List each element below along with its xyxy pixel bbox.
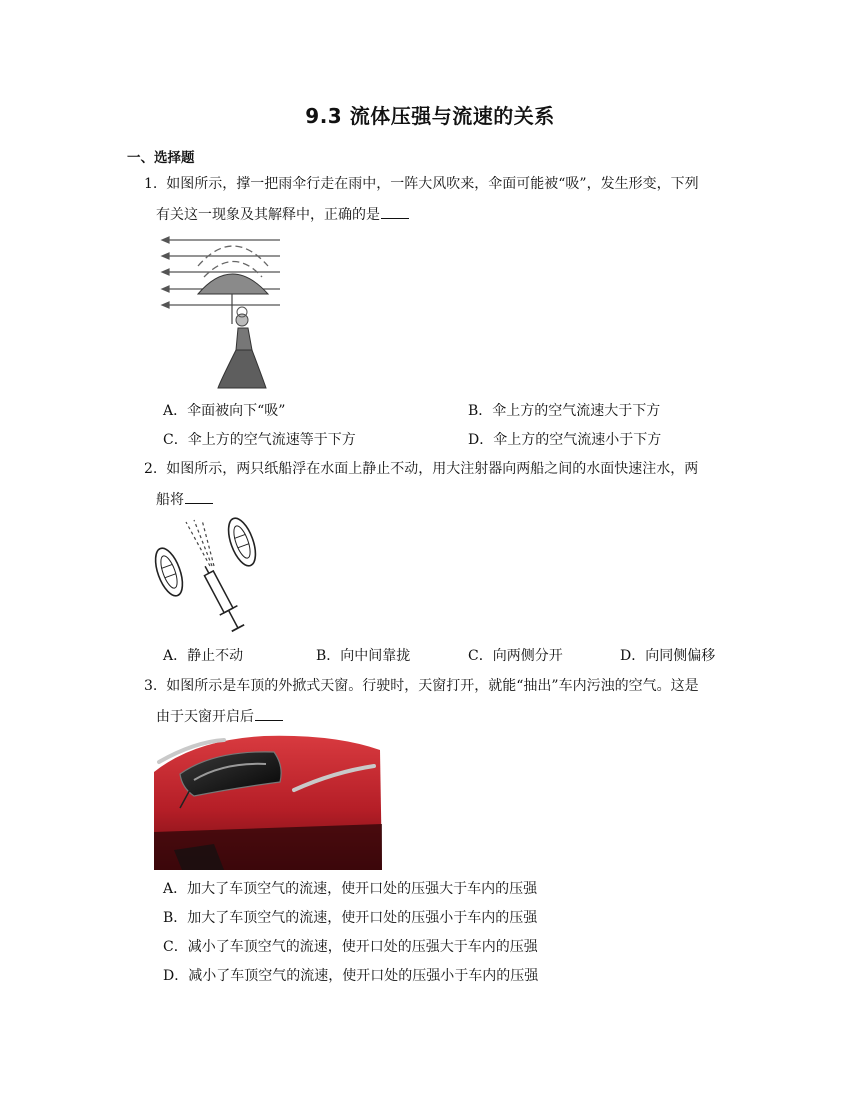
option-2d[interactable] <box>620 646 715 666</box>
option-2a[interactable] <box>163 646 243 666</box>
option-letter: B． <box>163 910 188 926</box>
page-title: 9.3 流体压强与流速的关系 <box>305 104 555 128</box>
option-text: 加大了车顶空气的流速，使开口处的压强小于车内的压强 <box>187 910 538 926</box>
answer-blank[interactable] <box>255 706 283 721</box>
option-text: 伞上方的空气流速大于下方 <box>492 403 661 419</box>
question-2-line-1 <box>144 459 698 479</box>
option-3a[interactable] <box>163 879 537 899</box>
option-letter: C． <box>163 432 188 448</box>
question-text: 有关这一现象及其解释中，正确的是 <box>156 207 380 223</box>
question-3-line-1 <box>144 676 699 696</box>
option-letter: B． <box>316 648 341 664</box>
option-2b[interactable] <box>316 646 410 666</box>
answer-blank[interactable] <box>185 489 213 504</box>
question-2-line-2 <box>156 489 213 510</box>
question-number: 1. <box>144 176 158 192</box>
option-1d[interactable] <box>468 430 661 450</box>
option-letter: B． <box>468 403 493 419</box>
option-text: 向中间靠拢 <box>340 648 411 664</box>
option-letter: A． <box>163 648 188 664</box>
option-text: 伞面被向下“吸” <box>187 403 286 419</box>
question-number: 2. <box>144 461 158 477</box>
question-text: 如图所示，撑一把雨伞行走在雨中，一阵大风吹来，伞面可能被“吸”，发生形变，下列 <box>166 176 699 192</box>
option-text: 伞上方的空气流速小于下方 <box>493 432 662 448</box>
boats-syringe-figure <box>150 512 262 638</box>
option-3d[interactable] <box>163 966 538 986</box>
question-3-line-2 <box>156 706 283 727</box>
option-3b[interactable] <box>163 908 537 928</box>
umbrella-wind-figure <box>158 232 284 392</box>
section-heading: 一、选择题 <box>127 150 195 166</box>
option-text: 减小了车顶空气的流速，使开口处的压强大于车内的压强 <box>187 939 538 955</box>
option-1a[interactable] <box>163 401 285 421</box>
option-letter: A． <box>163 403 188 419</box>
question-text: 如图所示，两只纸船浮在水面上静止不动，用大注射器向两船之间的水面快速注水，两 <box>166 461 699 477</box>
option-text: 减小了车顶空气的流速，使开口处的压强小于车内的压强 <box>188 968 539 984</box>
option-letter: A． <box>163 881 188 897</box>
option-text: 向两侧分开 <box>492 648 563 664</box>
question-number: 3. <box>144 678 158 694</box>
option-text: 伞上方的空气流速等于下方 <box>187 432 356 448</box>
option-text: 静止不动 <box>187 648 244 664</box>
option-text: 向同侧偏移 <box>645 648 716 664</box>
option-text: 加大了车顶空气的流速，使开口处的压强大于车内的压强 <box>187 881 538 897</box>
option-3c[interactable] <box>163 937 538 957</box>
option-letter: D． <box>163 968 189 984</box>
option-letter: D． <box>468 432 494 448</box>
option-letter: C． <box>163 939 188 955</box>
question-text: 如图所示是车顶的外掀式天窗。行驶时，天窗打开，就能“抽出”车内污浊的空气。这是 <box>166 678 699 694</box>
option-1b[interactable] <box>468 401 660 421</box>
car-sunroof-figure <box>154 732 382 870</box>
option-letter: D． <box>620 648 646 664</box>
question-text: 船将 <box>156 492 184 508</box>
option-1c[interactable] <box>163 430 356 450</box>
question-1-line-1 <box>144 174 699 194</box>
question-1-line-2 <box>156 204 409 225</box>
option-2c[interactable] <box>468 646 563 666</box>
question-text: 由于天窗开启后 <box>156 709 254 725</box>
answer-blank[interactable] <box>381 204 409 219</box>
option-letter: C． <box>468 648 493 664</box>
